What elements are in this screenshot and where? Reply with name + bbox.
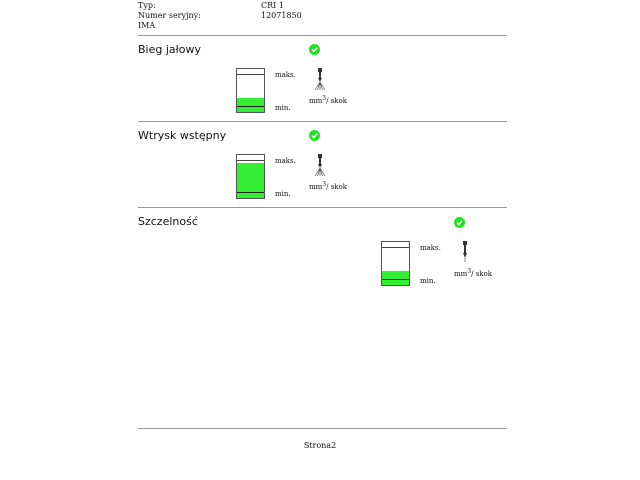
check-icon	[309, 130, 320, 141]
level-gauge	[381, 241, 410, 286]
unit-label: $mm^3/$ skok	[309, 181, 347, 191]
min-label: min.	[275, 190, 291, 198]
max-label: maks.	[275, 157, 296, 165]
unit-label: $mm^3/$ skok	[309, 95, 347, 105]
level-gauge	[236, 68, 265, 113]
divider	[138, 121, 507, 122]
type-label: Typ:	[138, 1, 156, 10]
section-title: Szczelność	[138, 215, 198, 228]
ima-label: IMA	[138, 21, 156, 30]
footer-divider	[138, 428, 507, 429]
level-gauge	[236, 154, 265, 199]
check-icon	[309, 44, 320, 55]
max-label: maks.	[420, 244, 441, 252]
serial-label: Numer seryjny:	[138, 11, 201, 20]
section-title: Bieg jałowy	[138, 43, 202, 56]
divider	[138, 207, 507, 208]
injector-leak-icon	[458, 241, 472, 269]
type-value: CRI 1	[261, 1, 284, 10]
unit-label: $mm^3/$ skok	[454, 268, 492, 278]
injector-spray-icon	[313, 68, 327, 96]
injector-spray-icon	[313, 154, 327, 182]
min-label: min.	[420, 277, 436, 285]
check-icon	[454, 217, 465, 228]
min-label: min.	[275, 104, 291, 112]
page-number: Strona2	[303, 441, 337, 450]
serial-value: 12071850	[261, 11, 302, 20]
max-label: maks.	[275, 71, 296, 79]
divider	[138, 35, 507, 36]
section-title: Wtrysk wstępny	[138, 129, 227, 142]
